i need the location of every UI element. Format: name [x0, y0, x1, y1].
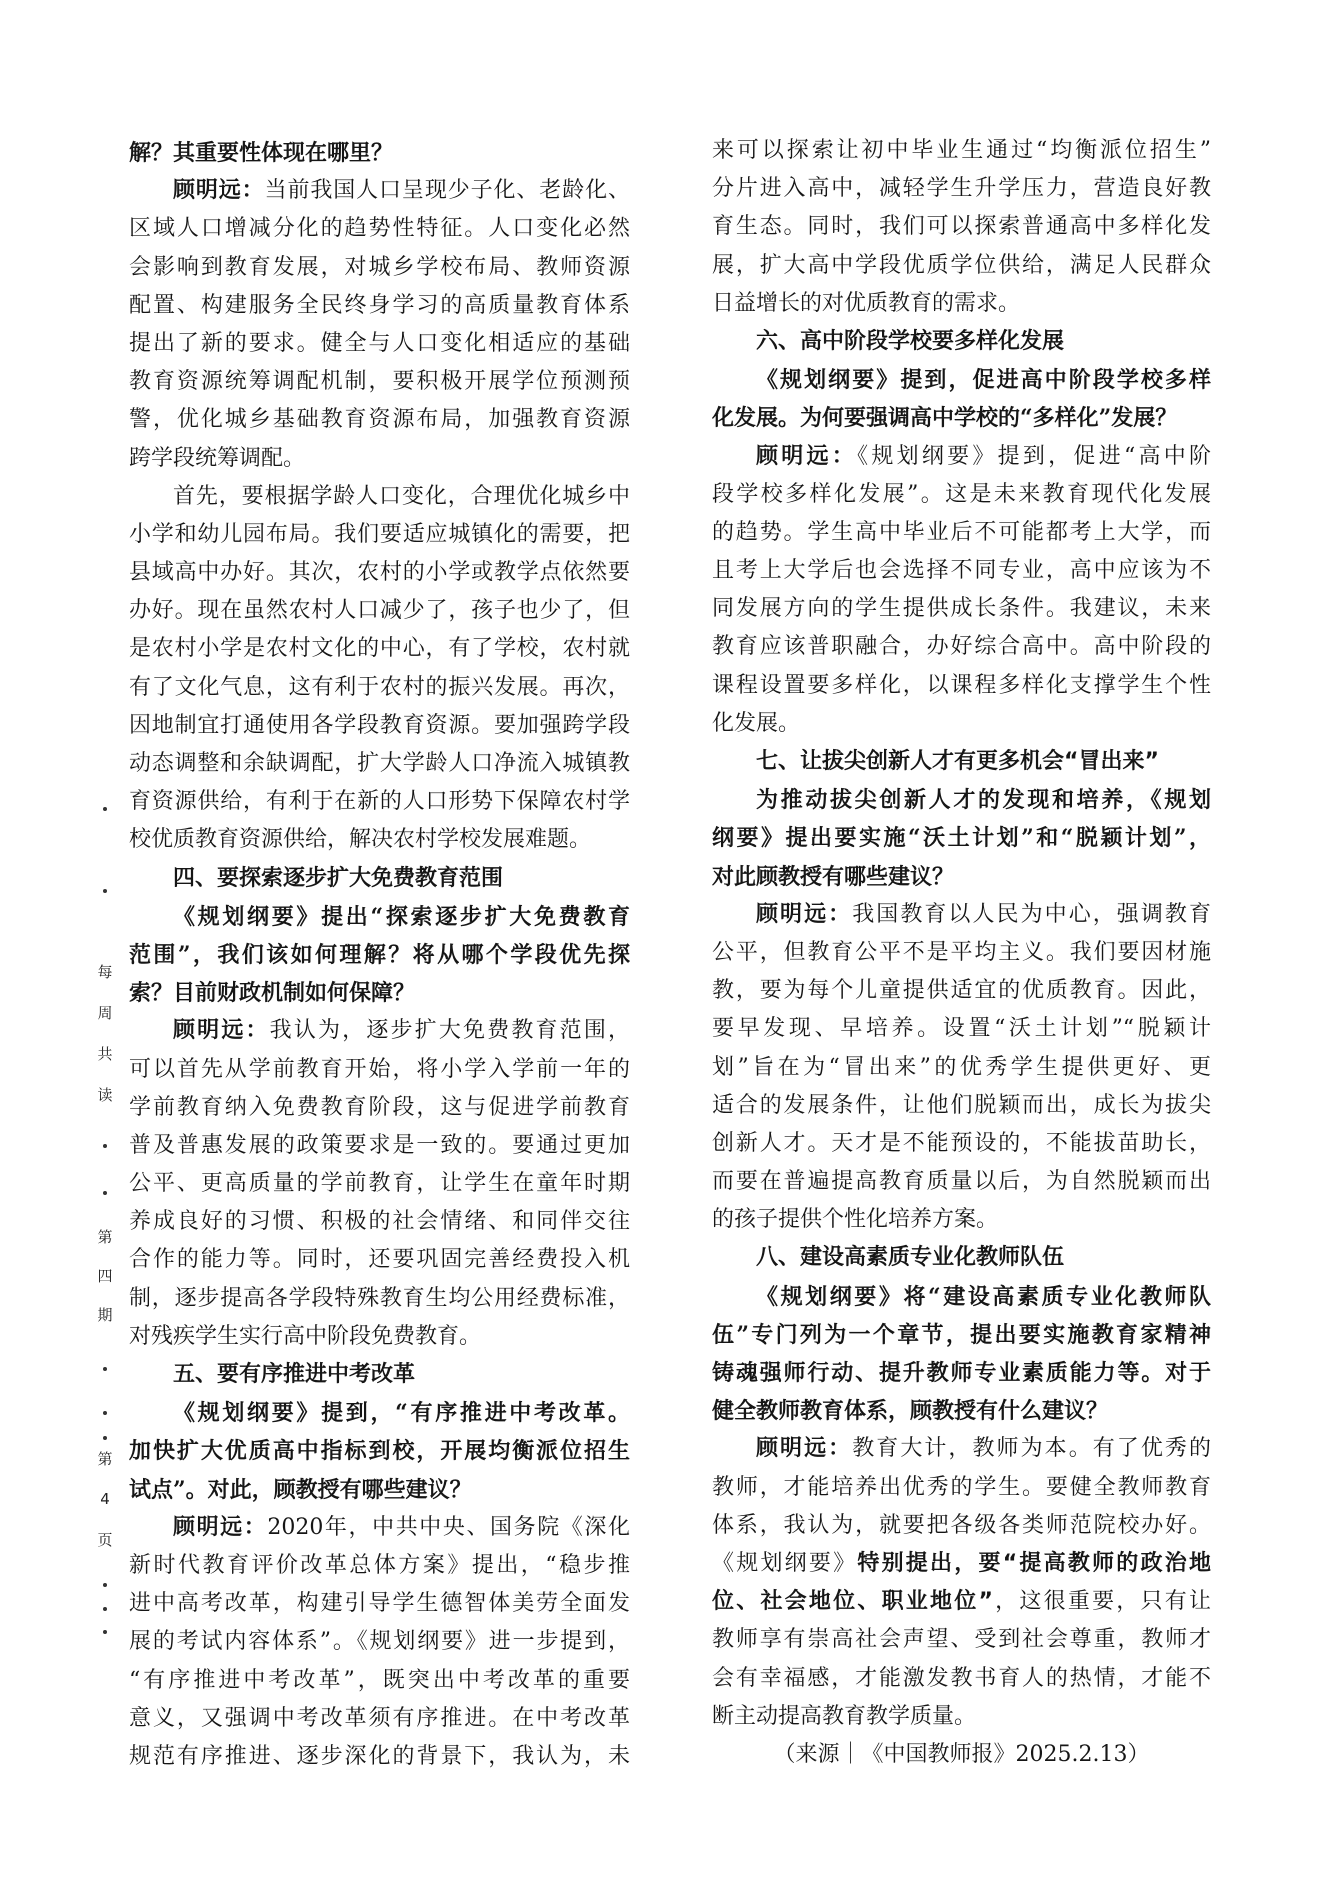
emphasis-run: 特别提出，要“提高教师的政治地	[857, 1550, 1211, 1576]
text-line	[712, 1545, 1211, 1583]
text-line: 同发展方向的学生提供成长条件。我建议，未来	[712, 596, 1211, 622]
text-line: 会有幸福感，才能激发教书育人的热情，才能不	[712, 1665, 1211, 1691]
text-run: 我国教育以人民为中心，强调教育	[852, 901, 1211, 927]
text-line: 制，逐步提高各学段特殊教育生均公用经费标准，	[129, 1285, 630, 1311]
text-line: 办好。现在虽然农村人口减少了，孩子也少了，但	[129, 598, 630, 624]
question-line: 为推动拔尖创新人才的发现和培养，《规划	[756, 787, 1211, 814]
section-heading: 七、让拔尖创新人才有更多机会“冒出来”	[756, 749, 1159, 774]
text-line: 教育应该普职融合，办好综合高中。高中阶段的	[712, 634, 1211, 660]
section-heading: 五、要有序推进中考改革	[173, 1362, 416, 1387]
text-line: 且考上大学后也会选择不同专业，高中应该为不	[712, 558, 1211, 584]
text-line: 配置、构建服务全民终身学习的高质量教育体系	[129, 292, 630, 318]
question-line: 对此顾教授有哪些建议？	[712, 863, 955, 890]
emphasis-run: 顾明远：	[756, 901, 853, 927]
question-line: 范围”，我们该如何理解？将从哪个学段优先探	[129, 941, 630, 968]
text-line: 展的考试内容体系”。《规划纲要》进一步提到，	[129, 1629, 630, 1655]
text-line	[712, 1430, 1211, 1468]
text-line: 跨学段统筹调配。	[129, 445, 306, 471]
text-line: 来可以探索让初中毕业生通过“均衡派位招生”	[712, 138, 1211, 163]
text-run: ，这很重要，只有让	[992, 1589, 1211, 1615]
margin-dot	[103, 807, 107, 811]
question-line: 《规划纲要》提出“探索逐步扩大免费教育	[173, 903, 630, 930]
text-line: 新时代教育评价改革总体方案》提出，“稳步推	[129, 1552, 630, 1578]
text-line: 育资源供给，有利于在新的人口形势下保障农村学	[129, 789, 630, 815]
margin-label-page: 第4页	[97, 1450, 113, 1549]
text-line: 对残疾学生实行高中阶段免费教育。	[129, 1323, 482, 1349]
text-line: 展，扩大高中学段优质学位供给，满足人民群众	[712, 252, 1211, 278]
text-line: 公平、更高质量的学前教育，让学生在童年时期	[129, 1171, 630, 1197]
text-line: 有了文化气息，这有利于农村的振兴发展。再次，	[129, 674, 630, 700]
text-run: 当前我国人口呈现少子化、老龄化、	[264, 178, 630, 204]
text-line: 要早发现、早培养。设置“沃土计划”“脱颖计	[712, 1016, 1211, 1042]
section-heading: 四、要探索逐步扩大免费教育范围	[173, 865, 504, 891]
right-column	[712, 132, 1211, 1774]
question-line: 试点”。对此，顾教授有哪些建议？	[129, 1476, 472, 1503]
text-line: 意义，又强调中考改革须有序推进。在中考改革	[129, 1705, 630, 1731]
text-line: “有序推进中考改革”，既突出中考改革的重要	[129, 1667, 630, 1693]
question-line: 化发展。为何要强调高中学校的“多样化”发展？	[712, 405, 1178, 432]
question-line: 《规划纲要》提到，“有序推进中考改革。	[173, 1400, 630, 1427]
question-line: 解？其重要性体现在哪里？	[129, 140, 394, 166]
margin-dot	[103, 1583, 107, 1587]
question-line: 加快扩大优质高中指标到校，开展均衡派位招生	[129, 1438, 630, 1465]
text-line: 体系，我认为，就要把各级各类师范院校办好。	[712, 1512, 1211, 1538]
question-line: 《规划纲要》提到，促进高中阶段学校多样	[756, 367, 1211, 394]
question-line: 纲要》提出要实施“沃土计划”和“脱颖计划”，	[712, 825, 1211, 852]
question-line: 铸魂强师行动、提升教师专业素质能力等。对于	[712, 1360, 1211, 1386]
text-run: 我认为，逐步扩大免费教育范围，	[269, 1018, 630, 1044]
text-line	[129, 1012, 630, 1050]
text-line: 校优质教育资源供给，解决农村学校发展难题。	[129, 827, 592, 853]
text-line: 教育资源统筹调配机制，要积极开展学位预测预	[129, 369, 630, 395]
margin-label-series: 每周共读	[97, 963, 113, 1104]
margin-dot	[103, 1144, 107, 1148]
text-line: 合作的能力等。同时，还要巩固完善经费投入机	[129, 1247, 630, 1273]
question-line: 《规划纲要》将“建设高素质专业化教师队	[756, 1283, 1211, 1310]
text-line: 的孩子提供个性化培养方案。	[712, 1207, 999, 1233]
text-line: 课程设置要多样化，以课程多样化支撑学生个性	[712, 672, 1211, 698]
text-line	[129, 1509, 630, 1547]
text-line: 养成良好的习惯、积极的社会情绪、和同伴交往	[129, 1209, 630, 1235]
text-line	[129, 172, 630, 210]
margin-dot	[103, 889, 107, 893]
emphasis-run: 顾明远：	[173, 178, 265, 204]
text-line: 进中高考改革，构建引导学生德智体美劳全面发	[129, 1591, 630, 1617]
text-line: 断主动提高教育教学质量。	[712, 1703, 977, 1729]
text-line	[712, 438, 1211, 476]
text-line: 化发展。	[712, 710, 801, 736]
question-line: 健全教师教育体系，顾教授有什么建议？	[712, 1398, 1109, 1425]
text-line: 会影响到教育发展，对城乡学校布局、教师资源	[129, 254, 630, 280]
emphasis-run: 位、社会地位、职业地位”	[712, 1589, 993, 1615]
text-line: 是农村小学是农村文化的中心，有了学校，农村就	[129, 636, 630, 662]
text-line: 公平，但教育公平不是平均主义。我们要因材施	[712, 939, 1211, 965]
text-line: 育生态。同时，我们可以探索普通高中多样化发	[712, 214, 1211, 240]
text-line	[712, 1583, 1211, 1621]
text-line: 提出了新的要求。健全与人口变化相适应的基础	[129, 330, 630, 356]
text-line	[712, 896, 1211, 934]
text-line: 小学和幼儿园布局。我们要适应城镇化的需要，把	[129, 521, 630, 547]
text-line: 首先，要根据学龄人口变化，合理优化城乡中	[173, 483, 630, 509]
emphasis-run: 顾明远：	[756, 443, 858, 469]
text-run: 《规划纲要》	[712, 1550, 858, 1576]
text-line: 学前教育纳入免费教育阶段，这与促进学前教育	[129, 1094, 630, 1120]
text-line: 普及普惠发展的政策要求是一致的。要通过更加	[129, 1132, 630, 1158]
text-line: 教师享有崇高社会声望、受到社会尊重，教师才	[712, 1627, 1211, 1653]
text-line: 的趋势。学生高中毕业后不可能都考上大学，而	[712, 519, 1211, 545]
text-line: 教师，才能培养出优秀的学生。要健全教师教育	[712, 1474, 1211, 1500]
text-run: 2020年，中共中央、国务院《深化	[267, 1514, 630, 1540]
text-line: 划”旨在为“冒出来”的优秀学生提供更好、更	[712, 1054, 1211, 1080]
question-line: 索？目前财政机制如何保障？	[129, 980, 416, 1007]
emphasis-run: 顾明远：	[173, 1018, 270, 1044]
text-line: 可以首先从学前教育开始，将小学入学前一年的	[129, 1056, 630, 1082]
left-column	[129, 134, 630, 1776]
margin-dot	[103, 1411, 107, 1415]
section-heading: 六、高中阶段学校要多样化发展	[756, 328, 1065, 354]
text-line: 因地制宜打通使用各学段教育资源。要加强跨学段	[129, 712, 630, 738]
margin-dot	[103, 1191, 107, 1195]
text-line: 动态调整和余缺调配，扩大学龄人口净流入城镇教	[129, 751, 630, 776]
question-line: 伍”专门列为一个章节，提出要实施教育家精神	[712, 1321, 1211, 1348]
text-run: 教育大计，教师为本。有了优秀的	[852, 1436, 1211, 1462]
text-line: 区域人口增减分化的趋势性特征。人口变化必然	[129, 216, 630, 242]
margin-dot	[103, 1630, 107, 1634]
text-line: 适合的发展条件，让他们脱颖而出，成长为拔尖	[712, 1092, 1211, 1118]
source-citation: （来源｜《中国教师报》2025.2.13）	[773, 1741, 1150, 1767]
emphasis-run: 顾明远：	[173, 1514, 268, 1540]
emphasis-run: 顾明远：	[756, 1436, 853, 1462]
margin-label-issue: 第四期	[97, 1228, 113, 1325]
margin-dot	[103, 1607, 107, 1611]
text-line: 警，优化城乡基础教育资源布局，加强教育资源	[129, 407, 630, 433]
text-line: 教，要为每个儿童提供适宜的优质教育。因此，	[712, 978, 1211, 1004]
text-line: 创新人才。天才是不能预设的，不能拔苗助长，	[712, 1130, 1211, 1156]
text-run: 《规划纲要》提到，促进“高中阶	[857, 443, 1211, 469]
text-line: 分片进入高中，减轻学生升学压力，营造良好教	[712, 176, 1211, 202]
section-heading: 八、建设高素质专业化教师队伍	[756, 1245, 1065, 1271]
text-line: 段学校多样化发展”。这是未来教育现代化发展	[712, 481, 1211, 507]
text-line: 县域高中办好。其次，农村的小学或教学点依然要	[129, 560, 630, 586]
text-line: 而要在普遍提高教育质量以后，为自然脱颖而出	[712, 1169, 1211, 1195]
text-line: 规范有序推进、逐步深化的背景下，我认为，未	[129, 1743, 630, 1769]
margin-dot	[103, 1367, 107, 1371]
text-line: 日益增长的对优质教育的需求。	[712, 290, 1021, 316]
